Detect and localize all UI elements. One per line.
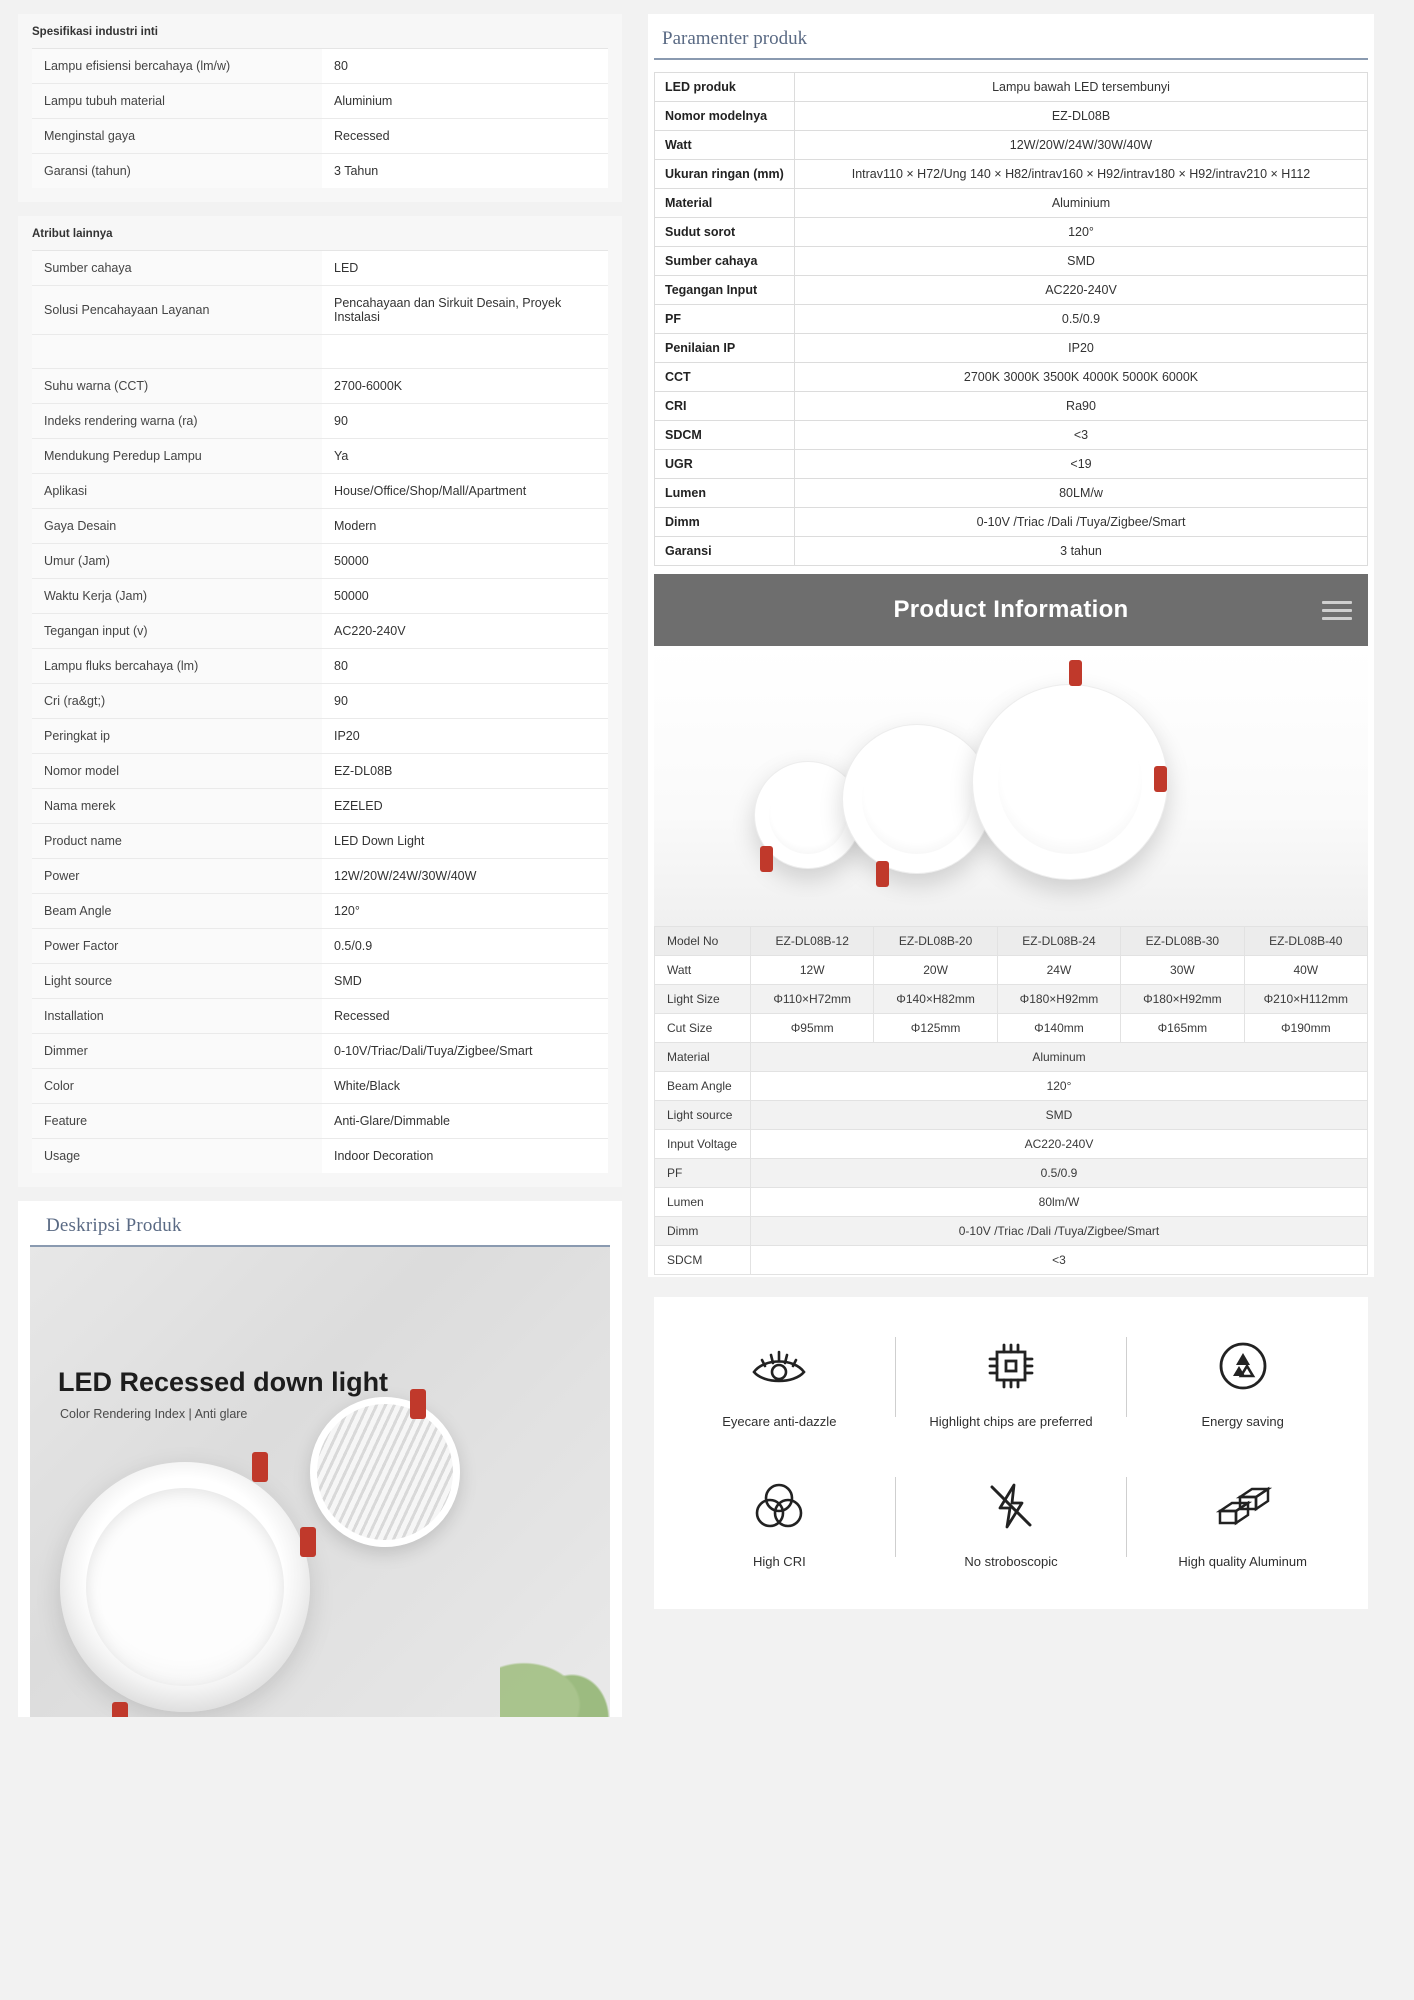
size-value: Φ95mm — [751, 1014, 874, 1043]
size-value: Aluminum — [751, 1043, 1368, 1072]
size-value: Φ190mm — [1244, 1014, 1367, 1043]
size-value: Φ125mm — [874, 1014, 997, 1043]
table-row — [655, 276, 1368, 305]
spec-value: LED Down Light — [322, 824, 608, 859]
spec-key: Menginstal gaya — [32, 119, 322, 154]
spec-key: Lampu tubuh material — [32, 84, 322, 119]
param-value: 0.5/0.9 — [795, 305, 1368, 334]
spec-key: Installation — [32, 999, 322, 1034]
param-value: 3 tahun — [795, 537, 1368, 566]
spec-value: LED — [322, 251, 608, 286]
model-name: EZ-DL08B-30 — [1121, 927, 1244, 956]
spec-key: Cri (ra&gt;) — [32, 684, 322, 719]
param-value: Intrav110 × H72/Ung 140 × H82/intrav160 × H92/intrav180 × H92/intrav210 × H112 — [795, 160, 1368, 189]
color-circles-icon — [670, 1475, 889, 1537]
size-value: 12W — [751, 956, 874, 985]
table-row — [32, 614, 608, 649]
table-row — [32, 1069, 608, 1104]
size-row-label: Cut Size — [655, 1014, 751, 1043]
feature-label: Energy saving — [1201, 1414, 1284, 1429]
param-key: LED produk — [655, 73, 795, 102]
table-row — [32, 929, 608, 964]
spec-value: Recessed — [322, 119, 608, 154]
table-row — [655, 1043, 1368, 1072]
spec-key: Tegangan input (v) — [32, 614, 322, 649]
param-key: Material — [655, 189, 795, 218]
spring-clip — [112, 1702, 128, 1717]
table-row — [32, 404, 608, 439]
spec-value: EZELED — [322, 789, 608, 824]
table-row — [655, 334, 1368, 363]
table-row — [655, 927, 1368, 956]
size-value: 120° — [751, 1072, 1368, 1101]
size-row-label: Input Voltage — [655, 1130, 751, 1159]
table-row — [655, 1188, 1368, 1217]
size-value: 0.5/0.9 — [751, 1159, 1368, 1188]
table-row — [32, 251, 608, 286]
size-value: Φ165mm — [1121, 1014, 1244, 1043]
spec-key: Umur (Jam) — [32, 544, 322, 579]
table-row — [32, 649, 608, 684]
spring-clip — [410, 1389, 426, 1419]
table-row — [655, 102, 1368, 131]
size-value: Φ140mm — [997, 1014, 1120, 1043]
spec-key: Nomor model — [32, 754, 322, 789]
table-row — [655, 1217, 1368, 1246]
param-value: 0-10V /Triac /Dali /Tuya/Zigbee/Smart — [795, 508, 1368, 537]
other-attributes-table-wrap — [18, 250, 622, 1187]
param-key: Lumen — [655, 479, 795, 508]
param-value: EZ-DL08B — [795, 102, 1368, 131]
table-row — [32, 1104, 608, 1139]
size-header-label: Model No — [655, 927, 751, 956]
table-row — [32, 1139, 608, 1174]
spring-clip — [300, 1527, 316, 1557]
spec-key: Color — [32, 1069, 322, 1104]
table-row — [32, 859, 608, 894]
model-name: EZ-DL08B-12 — [751, 927, 874, 956]
product-description-card — [18, 1201, 622, 1717]
product-parameter-table — [654, 72, 1368, 566]
table-row — [655, 73, 1368, 102]
size-value: Φ180×H92mm — [997, 985, 1120, 1014]
decorative-leaf — [500, 1633, 610, 1717]
spec-value: White/Black — [322, 1069, 608, 1104]
feature-item — [896, 1325, 1127, 1435]
table-row — [655, 189, 1368, 218]
left-column — [0, 14, 640, 1717]
table-row — [655, 363, 1368, 392]
table-row — [655, 479, 1368, 508]
spec-key: Beam Angle — [32, 894, 322, 929]
aluminum-blocks-icon — [1133, 1475, 1352, 1537]
feature-item — [1127, 1325, 1358, 1435]
param-key: Garansi — [655, 537, 795, 566]
no-flicker-icon — [902, 1475, 1121, 1537]
param-value: AC220-240V — [795, 276, 1368, 305]
param-value: 120° — [795, 218, 1368, 247]
table-row — [655, 956, 1368, 985]
description-hero-image — [30, 1247, 610, 1717]
table-row — [32, 474, 608, 509]
spec-key: Gaya Desain — [32, 509, 322, 544]
feature-item — [664, 1465, 895, 1575]
size-value: 20W — [874, 956, 997, 985]
spring-clip — [760, 846, 773, 872]
spec-value: 0-10V/Triac/Dali/Tuya/Zigbee/Smart — [322, 1034, 608, 1069]
feature-item — [1127, 1465, 1358, 1575]
table-row — [32, 544, 608, 579]
eye-icon — [670, 1335, 889, 1397]
spec-key: Mendukung Peredup Lampu — [32, 439, 322, 474]
feature-label: High quality Aluminum — [1178, 1554, 1307, 1570]
spec-value: Recessed — [322, 999, 608, 1034]
size-value: AC220-240V — [751, 1130, 1368, 1159]
table-row — [32, 84, 608, 119]
spec-key: Solusi Pencahayaan Layanan — [32, 286, 322, 335]
spec-key: Feature — [32, 1104, 322, 1139]
spec-key: Product name — [32, 824, 322, 859]
param-key: CRI — [655, 392, 795, 421]
spec-value: IP20 — [322, 719, 608, 754]
spring-clip — [1154, 766, 1167, 792]
table-row — [32, 894, 608, 929]
table-row — [32, 286, 608, 335]
param-key: Watt — [655, 131, 795, 160]
size-row-label: Light source — [655, 1101, 751, 1130]
table-row — [655, 160, 1368, 189]
table-row — [655, 1246, 1368, 1275]
feature-label: Eyecare anti-dazzle — [722, 1414, 837, 1429]
hero-subtitle: Color Rendering Index | Anti glare — [60, 1407, 248, 1421]
spec-key: Light source — [32, 964, 322, 999]
size-row-label: SDCM — [655, 1246, 751, 1275]
feature-highlights — [654, 1297, 1368, 1609]
table-row — [32, 719, 608, 754]
model-name: EZ-DL08B-20 — [874, 927, 997, 956]
spec-key: Garansi (tahun) — [32, 154, 322, 189]
size-value: <3 — [751, 1246, 1368, 1275]
spec-value: 3 Tahun — [322, 154, 608, 189]
spec-key: Lampu fluks bercahaya (lm) — [32, 649, 322, 684]
spec-value: 50000 — [322, 544, 608, 579]
spec-key: Dimmer — [32, 1034, 322, 1069]
core-spec-panel — [18, 14, 622, 202]
spring-clip — [252, 1452, 268, 1482]
size-row-label: Watt — [655, 956, 751, 985]
size-row-label: Lumen — [655, 1188, 751, 1217]
size-value: Φ140×H82mm — [874, 985, 997, 1014]
spec-value: AC220-240V — [322, 614, 608, 649]
table-row — [32, 999, 608, 1034]
size-value: 0-10V /Triac /Dali /Tuya/Zigbee/Smart — [751, 1217, 1368, 1246]
table-row — [32, 1034, 608, 1069]
table-row — [655, 421, 1368, 450]
table-row — [32, 369, 608, 404]
size-row-label: PF — [655, 1159, 751, 1188]
param-key: Sudut sorot — [655, 218, 795, 247]
table-row — [655, 131, 1368, 160]
spec-key: Power Factor — [32, 929, 322, 964]
spec-value: 2700-6000K — [322, 369, 608, 404]
table-row — [655, 305, 1368, 334]
spec-key: Nama merek — [32, 789, 322, 824]
param-value: IP20 — [795, 334, 1368, 363]
model-name: EZ-DL08B-24 — [997, 927, 1120, 956]
param-key: Tegangan Input — [655, 276, 795, 305]
product-parameter-card — [648, 14, 1374, 1277]
size-value: 30W — [1121, 956, 1244, 985]
table-row — [32, 509, 608, 544]
table-row — [655, 247, 1368, 276]
spring-clip — [876, 861, 889, 887]
spec-value: 50000 — [322, 579, 608, 614]
table-row — [32, 964, 608, 999]
core-spec-table-wrap — [18, 48, 622, 202]
param-key: Sumber cahaya — [655, 247, 795, 276]
size-value: Φ180×H92mm — [1121, 985, 1244, 1014]
downlight-side-view — [310, 1397, 460, 1547]
table-row — [32, 154, 608, 189]
size-value: Φ210×H112mm — [1244, 985, 1367, 1014]
param-value: Lampu bawah LED tersembunyi — [795, 73, 1368, 102]
feature-row — [664, 1325, 1358, 1435]
param-value: <3 — [795, 421, 1368, 450]
table-row — [32, 824, 608, 859]
param-key: Ukuran ringan (mm) — [655, 160, 795, 189]
downlight-medium — [842, 724, 992, 874]
hero-title: LED Recessed down light — [58, 1367, 389, 1397]
param-key: CCT — [655, 363, 795, 392]
spec-value: Aluminium — [322, 84, 608, 119]
table-row — [655, 1130, 1368, 1159]
table-row — [32, 119, 608, 154]
param-value: Aluminium — [795, 189, 1368, 218]
table-row — [655, 1101, 1368, 1130]
size-value: 40W — [1244, 956, 1367, 985]
product-information-banner — [654, 574, 1368, 646]
size-value: SMD — [751, 1101, 1368, 1130]
spec-value: 80 — [322, 49, 608, 84]
spec-key: Aplikasi — [32, 474, 322, 509]
table-row — [32, 579, 608, 614]
product-photo — [654, 646, 1368, 926]
table-row — [32, 754, 608, 789]
hamburger-icon — [1322, 596, 1352, 625]
spec-value: Indoor Decoration — [322, 1139, 608, 1174]
size-value: 24W — [997, 956, 1120, 985]
feature-label: High CRI — [752, 1554, 806, 1570]
param-value: 80LM/w — [795, 479, 1368, 508]
size-value: Φ110×H72mm — [751, 985, 874, 1014]
spec-value: House/Office/Shop/Mall/Apartment — [322, 474, 608, 509]
size-row-label: Material — [655, 1043, 751, 1072]
spec-key — [32, 335, 322, 369]
spec-value: 90 — [322, 404, 608, 439]
spec-key: Power — [32, 859, 322, 894]
spec-key: Suhu warna (CCT) — [32, 369, 322, 404]
spec-key: Waktu Kerja (Jam) — [32, 579, 322, 614]
table-row — [655, 1072, 1368, 1101]
spec-key: Usage — [32, 1139, 322, 1174]
spec-value: 0.5/0.9 — [322, 929, 608, 964]
core-spec-table — [32, 48, 608, 188]
table-row — [655, 508, 1368, 537]
other-attributes-table — [32, 250, 608, 1173]
other-attributes-heading: Atribut lainnya — [18, 216, 622, 250]
param-value: 2700K 3000K 3500K 4000K 5000K 6000K — [795, 363, 1368, 392]
table-row — [32, 684, 608, 719]
param-value: 12W/20W/24W/30W/40W — [795, 131, 1368, 160]
spring-clip — [1069, 660, 1082, 686]
downlight-front-view — [60, 1462, 310, 1712]
feature-item — [896, 1465, 1127, 1575]
banner-title: Product Information — [893, 596, 1129, 623]
size-value: 80lm/W — [751, 1188, 1368, 1217]
feature-label: No stroboscopic — [964, 1554, 1058, 1570]
table-row — [655, 392, 1368, 421]
table-row — [32, 789, 608, 824]
table-row — [655, 537, 1368, 566]
spec-value: 120° — [322, 894, 608, 929]
parameter-title: Paramenter produk — [654, 14, 1368, 60]
table-row — [655, 218, 1368, 247]
param-key: PF — [655, 305, 795, 334]
spec-value: 12W/20W/24W/30W/40W — [322, 859, 608, 894]
spec-value: 80 — [322, 649, 608, 684]
downlight-large — [972, 684, 1168, 880]
param-key: SDCM — [655, 421, 795, 450]
spec-value — [322, 335, 608, 369]
right-column — [640, 14, 1414, 1717]
spec-value: 90 — [322, 684, 608, 719]
spec-value: Pencahayaan dan Sirkuit Desain, Proyek Instalasi — [322, 286, 608, 335]
size-row-label: Light Size — [655, 985, 751, 1014]
param-value: Ra90 — [795, 392, 1368, 421]
spec-value: EZ-DL08B — [322, 754, 608, 789]
size-row-label: Beam Angle — [655, 1072, 751, 1101]
spec-value: SMD — [322, 964, 608, 999]
table-row — [655, 1014, 1368, 1043]
feature-row — [664, 1465, 1358, 1575]
feature-item — [664, 1325, 895, 1435]
spec-value: Modern — [322, 509, 608, 544]
spec-value: Anti-Glare/Dimmable — [322, 1104, 608, 1139]
model-name: EZ-DL08B-40 — [1244, 927, 1367, 956]
model-size-table — [654, 926, 1368, 1275]
param-key: UGR — [655, 450, 795, 479]
recycle-leaf-icon — [1133, 1335, 1352, 1397]
table-row — [655, 985, 1368, 1014]
chip-icon — [902, 1335, 1121, 1397]
description-title: Deskripsi Produk — [30, 1201, 610, 1247]
param-key: Dimm — [655, 508, 795, 537]
spec-key: Lampu efisiensi bercahaya (lm/w) — [32, 49, 322, 84]
spec-key: Indeks rendering warna (ra) — [32, 404, 322, 439]
spec-key: Sumber cahaya — [32, 251, 322, 286]
param-key: Nomor modelnya — [655, 102, 795, 131]
spec-key: Peringkat ip — [32, 719, 322, 754]
param-key: Penilaian IP — [655, 334, 795, 363]
spec-value: Ya — [322, 439, 608, 474]
param-value: <19 — [795, 450, 1368, 479]
table-row — [655, 450, 1368, 479]
feature-label: Highlight chips are preferred — [929, 1414, 1093, 1429]
other-attributes-panel — [18, 216, 622, 1187]
size-row-label: Dimm — [655, 1217, 751, 1246]
core-spec-heading: Spesifikasi industri inti — [18, 14, 622, 48]
table-row — [32, 49, 608, 84]
param-value: SMD — [795, 247, 1368, 276]
table-row — [32, 335, 608, 369]
table-row — [655, 1159, 1368, 1188]
table-row — [32, 439, 608, 474]
